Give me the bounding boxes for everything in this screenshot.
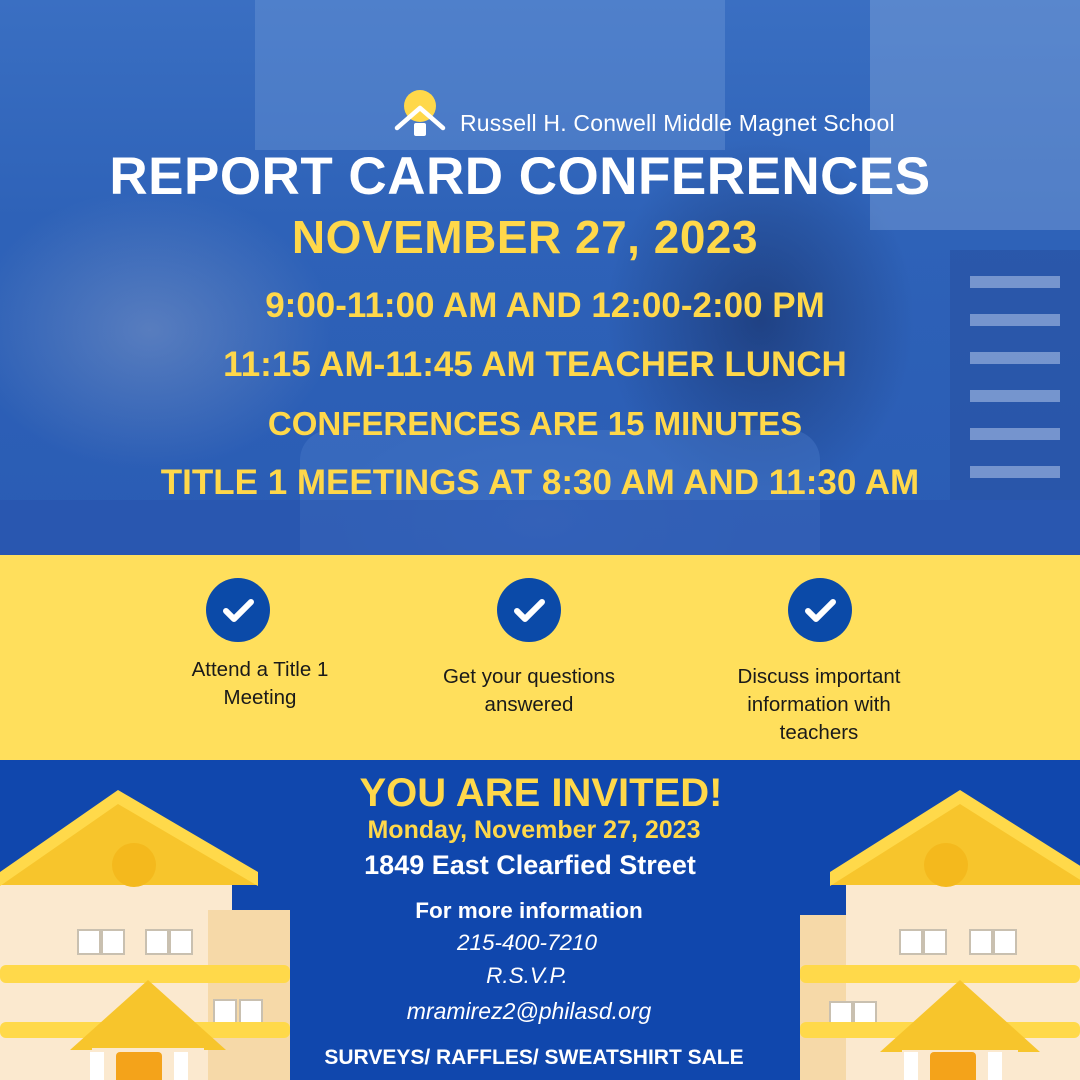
house-sun-logo-icon (394, 88, 446, 140)
event-activities: SURVEYS/ RAFFLES/ SWEATSHIRT SALE (324, 1046, 744, 1069)
invite-heading: YOU ARE INVITED! (359, 771, 723, 815)
feature-text-line: Discuss important (737, 665, 901, 688)
check-circle-icon (206, 578, 270, 642)
more-info-label: For more information (415, 898, 643, 923)
feature-text-line: teachers (779, 721, 859, 744)
invite-date: Monday, November 27, 2023 (367, 816, 701, 844)
page-title: REPORT CARD CONFERENCES (109, 147, 931, 206)
check-circle-icon (788, 578, 852, 642)
schedule-hours: 9:00-11:00 AM AND 12:00-2:00 PM (265, 286, 825, 325)
feature-text-line: Meeting (223, 686, 297, 709)
contact-email: mramirez2@philasd.org (406, 998, 652, 1024)
background-floor (0, 500, 1080, 555)
rsvp-label: R.S.V.P. (486, 963, 568, 988)
feature-item-title1 (150, 656, 370, 712)
check-circle-icon (497, 578, 561, 642)
invite-section (0, 760, 1080, 1080)
feature-item-discuss (699, 663, 939, 747)
contact-phone: 215-400-7210 (456, 930, 598, 955)
schedule-duration: CONFERENCES ARE 15 MINUTES (267, 405, 803, 442)
feature-text-line: Attend a Title 1 (191, 658, 329, 681)
schedule-lunch: 11:15 AM-11:45 AM TEACHER LUNCH (223, 345, 847, 384)
feature-item-questions (409, 663, 649, 719)
event-date-title: NOVEMBER 27, 2023 (291, 211, 759, 263)
schedule-title1-meetings: TITLE 1 MEETINGS AT 8:30 AM AND 11:30 AM (160, 463, 920, 502)
feature-text-line: information with (747, 693, 891, 716)
feature-text-line: Get your questions (442, 665, 616, 688)
school-name: Russell H. Conwell Middle Magnet School (460, 110, 895, 136)
invite-address: 1849 East Clearfied Street (364, 850, 696, 880)
features-band (0, 555, 1080, 760)
feature-text-line: answered (484, 693, 574, 716)
